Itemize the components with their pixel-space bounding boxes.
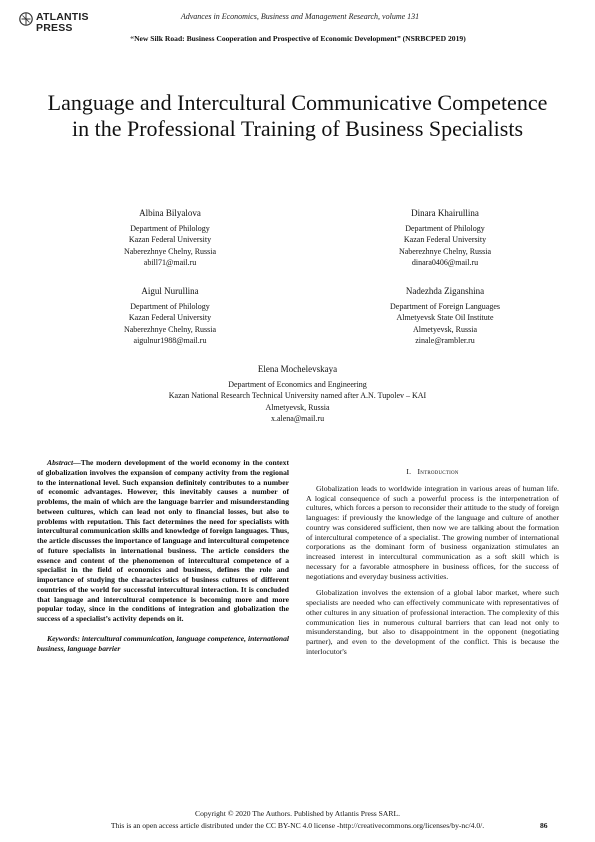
author-email[interactable]: zinale@rambler.ru: [415, 336, 475, 345]
atlantis-logo-icon: [19, 12, 33, 26]
author-city: Almetyevsk, Russia: [265, 402, 330, 412]
author-name: Aigul Nurullina: [141, 286, 199, 296]
author-name: Elena Mochelevskaya: [257, 364, 338, 374]
author-block: [345, 208, 545, 269]
keywords: Keywords: intercultural communication, language competence, international business, language barrier: [37, 633, 289, 653]
author-org: Kazan Federal University: [128, 235, 212, 244]
abstract: [37, 458, 289, 624]
author-city: Naberezhnye Chelny, Russia: [123, 324, 217, 334]
author-dept: Department of Philology: [405, 223, 485, 233]
author-org: Almetyevsk State Oil Institute: [396, 313, 494, 322]
paragraph: Globalization involves the extension of a global labor market, where such specialists are needed who can effectively communicate with representatives of other cultures in any situation of professional interaction. The complexity of this communication lies in numerous cultural barriers that can lead not only to misunderstanding, but also to disappointment in the opponent (negotiating partner), and even to the development of the conflict. This is because the interlocutor's: [306, 588, 559, 656]
author-city: Naberezhnye Chelny, Russia: [398, 246, 492, 256]
right-column: [306, 458, 559, 664]
logo-text-line1: ATLANTIS: [36, 11, 89, 23]
author-org: Kazan Federal University: [128, 313, 212, 322]
author-email[interactable]: x.alena@mail.ru: [270, 414, 325, 423]
author-block: [70, 286, 270, 347]
author-name: Albina Bilyalova: [139, 208, 201, 218]
author-block: [70, 208, 270, 269]
section-heading: [306, 467, 559, 477]
paper-title: Language and Intercultural Communicative Competence in the Professional Training of Business Specialists: [47, 90, 548, 141]
author-city: Naberezhnye Chelny, Russia: [123, 246, 217, 256]
author-email[interactable]: aigulnur1988@mail.ru: [133, 336, 207, 345]
journal-header: Advances in Economics, Business and Management Research, volume 131: [180, 12, 420, 21]
author-dept: Department of Philology: [130, 301, 210, 311]
publisher-logo: [19, 12, 89, 34]
copyright-line: Copyright © 2020 The Authors. Published by Atlantis Press SARL.: [195, 809, 400, 818]
abstract-lead: Abstract: [47, 458, 74, 467]
author-email[interactable]: abill71@mail.ru: [143, 258, 197, 267]
author-city: Almetyevsk, Russia: [413, 324, 477, 334]
paragraph: Globalization leads to worldwide integration in various areas of human life. A logical consequence of such a powerful process is the interpenetration of cultures, which forces a person to reconsider their attitude to the study of foreign languages: if previously the knowledge of the language and culture of another country was considered sufficient, then now we are talking about the formation of intercultural competence of a specialist. The growing number of international corporations as the dominant form of business organization stimulates an increased interest in intercultural communication as a soft skill which is necessary for a favorable atmosphere in business offices, for the success of negotiations and everyday business activities.: [306, 483, 559, 581]
author-block: [120, 364, 475, 425]
author-org: Kazan Federal University: [403, 235, 487, 244]
conference-header: “New Silk Road: Business Cooperation and Prospective of Economic Development” (NSRBCPED 2019): [130, 34, 466, 43]
author-block: [345, 286, 545, 347]
page-number: 86: [540, 821, 548, 830]
license-line[interactable]: This is an open access article distributed under the CC BY-NC 4.0 license -http://creativecommons.org/licenses/by-nc/4.0/.: [110, 821, 485, 830]
logo-text-line2: PRESS: [36, 22, 73, 34]
author-dept: Department of Economics and Engineering: [228, 379, 367, 389]
author-name: Nadezhda Ziganshina: [405, 286, 485, 296]
abstract-text: —The modern development of the world economy in the context of globalization involves the expansion of company activity from the regional to the international level. Such expansion definitely contributes to a number of economic advantages. However, this inevitably causes a number of problems, the main of which are the language barrier and misunderstanding between cultures, which can lead not only to financial losses, but also to problems with reputation. This fact determines the need for specialists with intercultural communication skills and knowledge of foreign languages. Thus, the article discusses the importance of language and intercultural competence of future specialists in international business. The article considers the essence and content of the phenomenon of intercultural competence of a specialist in the field of economics and business, defines the role and importance of studying the characteristics of business cultures of different countries of the world for successful intercultural interaction. It is concluded that language and intercultural competence is becoming more and more popular today, since in the conditions of integration and globalization the success of a specialist’s activity depends on it.: [37, 458, 289, 623]
section-number: I.: [406, 467, 412, 476]
author-org: Kazan National Research Technical University named after A.N. Tupolev – KAI: [168, 391, 427, 400]
author-email[interactable]: dinara0406@mail.ru: [411, 258, 479, 267]
author-dept: Department of Philology: [130, 223, 210, 233]
section-title: Introduction: [417, 467, 459, 476]
author-dept: Department of Foreign Languages: [390, 301, 500, 311]
author-name: Dinara Khairullina: [411, 208, 479, 218]
left-column: [37, 458, 289, 653]
